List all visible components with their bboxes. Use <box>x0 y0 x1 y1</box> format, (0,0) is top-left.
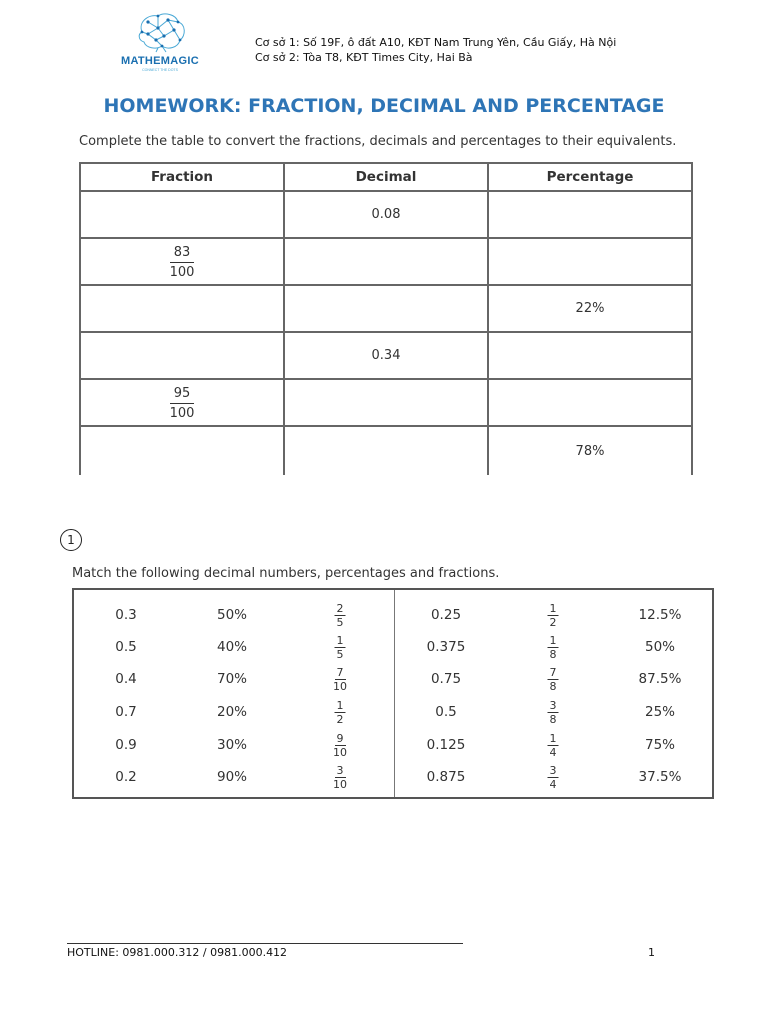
match-decimal: 0.2 <box>115 769 137 785</box>
fraction-numerator: 1 <box>336 699 344 712</box>
match-percentage: 90% <box>216 769 248 785</box>
match-fraction-cell <box>548 697 559 725</box>
fraction <box>548 603 559 628</box>
fraction-cell <box>80 332 284 379</box>
page-title: HOMEWORK: FRACTION, DECIMAL AND PERCENTAGE <box>103 95 665 117</box>
match-decimal: 0.875 <box>426 769 466 785</box>
fraction-denominator: 100 <box>169 405 195 421</box>
fraction-denominator: 4 <box>549 746 557 759</box>
fraction-denominator: 10 <box>333 746 347 759</box>
logo-tagline: CONNECT THE DOTS <box>142 68 178 72</box>
decimal-cell <box>284 285 488 332</box>
match-percentage: 40% <box>216 639 248 655</box>
table-header-row <box>80 163 692 191</box>
decimal-cell <box>284 238 488 285</box>
brain-network-icon <box>128 10 192 54</box>
fraction-cell <box>80 191 284 238</box>
fraction-numerator: 2 <box>336 602 344 615</box>
fraction-denominator: 4 <box>549 778 557 791</box>
match-decimal: 0.5 <box>435 704 457 720</box>
decimal-cell: 0.34 <box>284 332 488 379</box>
header-decimal: Decimal <box>284 163 488 191</box>
match-percentage: 75% <box>644 737 676 753</box>
match-decimal: 0.3 <box>115 607 137 623</box>
fraction <box>333 765 347 790</box>
matching-table <box>72 588 714 799</box>
match-percentage: 20% <box>216 704 248 720</box>
fraction-denominator: 8 <box>549 648 557 661</box>
question-number: 1 <box>60 529 82 551</box>
match-percentage: 50% <box>644 639 676 655</box>
table-row <box>80 426 692 475</box>
logo-name: MATHEMAGIC <box>121 55 199 67</box>
page-number: 1 <box>648 946 655 959</box>
fraction-denominator: 8 <box>549 713 557 726</box>
fraction-denominator: 100 <box>169 264 195 280</box>
fraction-denominator: 5 <box>336 616 344 629</box>
conversion-instruction: Complete the table to convert the fractions, decimals and percentages to their equivalents. <box>79 134 677 149</box>
fraction-numerator: 7 <box>336 666 344 679</box>
fraction-cell <box>80 238 284 285</box>
match-percentage: 25% <box>644 704 676 720</box>
fraction-numerator: 3 <box>549 699 557 712</box>
match-decimal: 0.4 <box>115 671 137 687</box>
match-percentage: 87.5% <box>638 671 682 687</box>
fraction-numerator: 3 <box>336 764 344 777</box>
footer-divider <box>67 943 463 944</box>
table-row <box>80 238 692 285</box>
match-fraction-cell <box>548 762 559 790</box>
fraction <box>170 246 195 279</box>
fraction-numerator: 83 <box>170 246 195 263</box>
address-line-1: Cơ sở 1: Số 19F, ô đất A10, KĐT Nam Trung Yên, Cầu Giấy, Hà Nội <box>255 36 617 49</box>
table-row <box>80 191 692 238</box>
match-percentage: 30% <box>216 737 248 753</box>
fraction-denominator: 8 <box>549 680 557 693</box>
fraction-numerator: 9 <box>336 732 344 745</box>
decimal-cell <box>284 379 488 426</box>
match-fraction-cell <box>335 697 346 725</box>
fraction <box>548 733 559 758</box>
footer-hotline: HOTLINE: 0981.000.312 / 0981.000.412 <box>67 946 288 959</box>
address-line-2: Cơ sở 2: Tòa T8, KĐT Times City, Hai Bà <box>255 51 473 64</box>
fraction-numerator: 3 <box>549 764 557 777</box>
match-decimal: 0.75 <box>430 671 462 687</box>
header-percentage: Percentage <box>488 163 692 191</box>
fraction-cell <box>80 285 284 332</box>
percentage-cell: 22% <box>488 285 692 332</box>
match-decimal: 0.9 <box>115 737 137 753</box>
fraction <box>170 387 195 420</box>
match-percentage: 37.5% <box>638 769 682 785</box>
match-fraction-cell <box>335 632 346 660</box>
percentage-cell <box>488 191 692 238</box>
fraction-numerator: 1 <box>549 602 557 615</box>
fraction-numerator: 1 <box>549 732 557 745</box>
fraction <box>335 700 346 725</box>
table-row <box>80 332 692 379</box>
fraction <box>548 765 559 790</box>
table-row <box>80 379 692 426</box>
matching-divider <box>394 590 395 797</box>
decimal-cell: 0.08 <box>284 191 488 238</box>
fraction-denominator: 2 <box>336 713 344 726</box>
fraction <box>548 667 559 692</box>
match-fraction-cell <box>548 664 559 692</box>
match-decimal: 0.7 <box>115 704 137 720</box>
match-decimal: 0.5 <box>115 639 137 655</box>
match-fraction-cell <box>548 600 559 628</box>
fraction-denominator: 2 <box>549 616 557 629</box>
match-fraction-cell <box>333 762 347 790</box>
matching-instruction: Match the following decimal numbers, percentages and fractions. <box>72 566 500 581</box>
match-decimal: 0.125 <box>426 737 466 753</box>
fraction <box>548 700 559 725</box>
match-percentage: 50% <box>216 607 248 623</box>
fraction-numerator: 7 <box>549 666 557 679</box>
match-percentage: 70% <box>216 671 248 687</box>
fraction-numerator: 1 <box>549 634 557 647</box>
percentage-cell <box>488 379 692 426</box>
fraction <box>333 667 347 692</box>
fraction-denominator: 10 <box>333 778 347 791</box>
percentage-cell: 78% <box>488 426 692 475</box>
fraction <box>548 635 559 660</box>
percentage-cell <box>488 332 692 379</box>
fraction <box>333 733 347 758</box>
conversion-table <box>79 162 693 475</box>
match-fraction-cell <box>548 730 559 758</box>
mathemagic-logo <box>110 10 210 72</box>
match-fraction-cell <box>548 632 559 660</box>
match-fraction-cell <box>333 730 347 758</box>
table-row <box>80 285 692 332</box>
match-fraction-cell <box>333 664 347 692</box>
fraction-denominator: 10 <box>333 680 347 693</box>
header-fraction: Fraction <box>80 163 284 191</box>
fraction-numerator: 1 <box>336 634 344 647</box>
fraction <box>335 603 346 628</box>
match-percentage: 12.5% <box>638 607 682 623</box>
fraction <box>335 635 346 660</box>
fraction-numerator: 95 <box>170 387 195 404</box>
decimal-cell <box>284 426 488 475</box>
match-fraction-cell <box>335 600 346 628</box>
percentage-cell <box>488 238 692 285</box>
fraction-denominator: 5 <box>336 648 344 661</box>
match-decimal: 0.375 <box>426 639 466 655</box>
match-decimal: 0.25 <box>430 607 462 623</box>
fraction-cell <box>80 426 284 475</box>
fraction-cell <box>80 379 284 426</box>
